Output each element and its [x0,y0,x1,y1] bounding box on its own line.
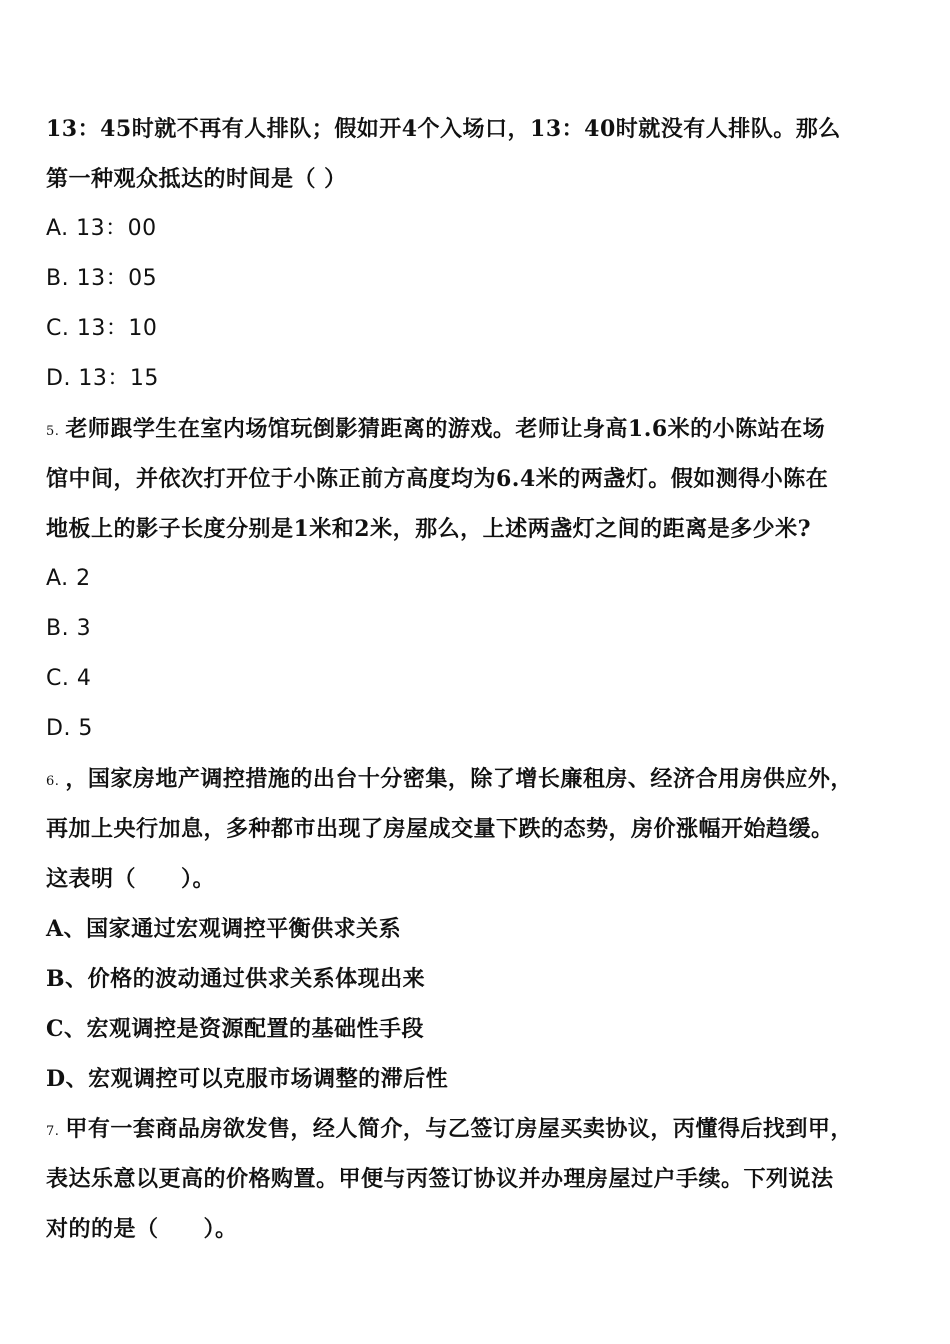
q7-line-3: 对的的是（ ）。 [46,1216,238,1242]
q7-text-1: 甲有一套商品房欲发售，经人简介，与乙签订房屋买卖协议，丙懂得后找到甲， [65,1116,853,1142]
q5-line-3: 地板上的影子长度分别是1米和2米，那么，上述两盏灯之间的距离是多少米? [46,516,812,542]
document-page [46,104,906,1254]
q4-line-2: 第一种观众抵达的时间是（ ） [46,166,347,192]
q5-text-1: 老师跟学生在室内场馆玩倒影猜距离的游戏。老师让身高1.6米的小陈站在场 [65,416,826,442]
q4-option-d: D. 13：15 [46,366,159,391]
q5-number: 5. [46,424,60,439]
q6-option-c: C、宏观调控是资源配置的基础性手段 [46,1016,425,1042]
q6-line-2: 再加上央行加息，多种都市出现了房屋成交量下跌的态势，房价涨幅开始趋缓。 [46,816,834,842]
q7-number: 7. [46,1124,60,1139]
q5-option-a: A. 2 [46,566,91,591]
q7-line-2: 表达乐意以更高的价格购置。甲便与丙签订协议并办理房屋过户手续。下列说法 [46,1166,834,1192]
q7-line-1 [46,1104,906,1154]
q5-line-2: 馆中间，并依次打开位于小陈正前方高度均为6.4米的两盏灯。假如测得小陈在 [46,466,829,492]
q6-option-d: D、宏观调控可以克服市场调整的滞后性 [46,1066,449,1092]
q6-line-1 [46,754,906,804]
q4-line-1: 13：45时就不再有人排队；假如开4个入场口，13：40时就没有人排队。那么 [46,116,841,142]
q6-option-b: B、价格的波动通过供求关系体现出来 [46,966,426,992]
q6-option-a: A、国家通过宏观调控平衡供求关系 [46,916,402,942]
q4-option-b: B. 13：05 [46,266,158,291]
q4-option-c: C. 13：10 [46,316,158,341]
q6-text-1: ，国家房地产调控措施的出台十分密集，除了增长廉租房、经济合用房供应外， [65,766,853,792]
q6-number: 6. [46,774,60,789]
q4-option-a: A. 13：00 [46,216,157,241]
q5-option-b: B. 3 [46,616,92,641]
q5-option-c: C. 4 [46,666,92,691]
q6-line-3: 这表明（ ）。 [46,866,216,892]
q5-option-d: D. 5 [46,716,93,741]
q5-line-1 [46,404,906,454]
